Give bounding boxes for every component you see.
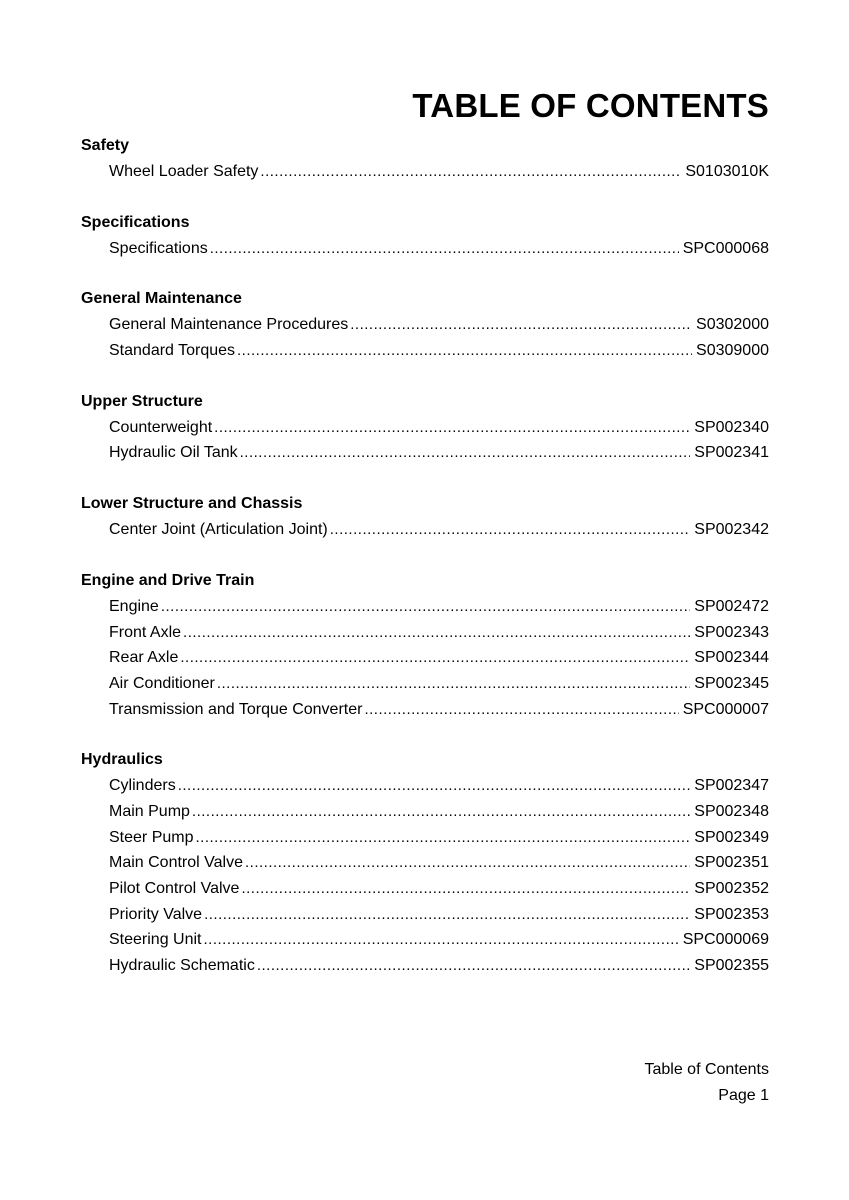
toc-entry[interactable] <box>81 159 769 185</box>
section-title: Hydraulics <box>81 751 163 769</box>
dot-leader <box>330 517 691 543</box>
toc-entry[interactable] <box>81 927 769 953</box>
entry-title: Steering Unit <box>109 931 202 949</box>
entry-title: Specifications <box>109 239 208 257</box>
dot-leader <box>245 850 690 876</box>
entry-title: Front Axle <box>109 623 182 641</box>
toc-entry[interactable] <box>81 902 769 928</box>
entry-code: SP002344 <box>694 649 769 667</box>
toc-entry[interactable] <box>81 236 769 262</box>
toc-section <box>81 491 769 543</box>
entry-code: SP002352 <box>694 880 769 897</box>
entry-title: Engine <box>109 597 159 615</box>
toc-entry[interactable] <box>81 850 769 876</box>
section-title: Lower Structure and Chassis <box>81 495 303 513</box>
dot-leader <box>183 620 690 646</box>
entry-code: SP002348 <box>694 802 769 820</box>
dot-leader <box>178 773 691 799</box>
section-title: General Maintenance <box>81 290 242 308</box>
dot-leader <box>195 825 690 851</box>
entry-code: SP002472 <box>694 597 769 615</box>
dot-leader <box>204 902 690 928</box>
page-title: TABLE OF CONTENTS <box>412 87 769 124</box>
entry-title: Hydraulic Oil Tank <box>109 444 238 462</box>
dot-leader <box>214 415 690 441</box>
dot-leader <box>257 953 690 979</box>
table-of-contents <box>81 133 769 1004</box>
toc-section <box>81 389 769 466</box>
dot-leader <box>204 927 679 953</box>
entry-code: SP002345 <box>694 674 769 692</box>
dot-leader <box>210 236 679 262</box>
entry-title: Center Joint (Articulation Joint) <box>109 521 328 539</box>
entry-code: S0309000 <box>696 342 769 360</box>
entry-code: SPC000068 <box>682 239 769 257</box>
entry-code: SP002355 <box>694 957 769 975</box>
entry-title: Steer Pump <box>109 828 194 846</box>
entry-code: SP002349 <box>694 828 769 846</box>
toc-entry[interactable] <box>81 620 769 646</box>
entry-title: General Maintenance Procedures <box>109 316 349 334</box>
entry-title: Cylinders <box>109 777 176 795</box>
toc-entry[interactable] <box>81 773 769 799</box>
entry-code: SP002347 <box>694 777 769 795</box>
entry-title: Priority Valve <box>109 905 203 923</box>
entry-title: Main Control Valve <box>109 854 243 872</box>
dot-leader <box>364 697 678 723</box>
entry-title: Rear Axle <box>109 649 179 667</box>
dot-leader <box>240 440 691 466</box>
dot-leader <box>350 312 692 338</box>
toc-section <box>81 210 769 262</box>
dot-leader <box>192 799 690 825</box>
entry-title: Counterweight <box>109 418 213 436</box>
dot-leader <box>161 594 690 620</box>
toc-section <box>81 747 769 979</box>
dot-leader <box>241 876 690 902</box>
footer-page-number: Page 1 <box>718 1087 769 1104</box>
dot-leader <box>237 338 692 364</box>
entry-code: S0103010K <box>685 163 769 180</box>
toc-entry[interactable] <box>81 645 769 671</box>
toc-section <box>81 286 769 363</box>
toc-entry[interactable] <box>81 415 769 441</box>
toc-entry[interactable] <box>81 671 769 697</box>
toc-entry[interactable] <box>81 517 769 543</box>
entry-title: Transmission and Torque Converter <box>109 700 363 718</box>
dot-leader <box>180 645 690 671</box>
entry-title: Standard Torques <box>109 342 236 360</box>
entry-code: SP002343 <box>694 623 769 641</box>
section-title: Engine and Drive Train <box>81 571 255 589</box>
toc-entry[interactable] <box>81 799 769 825</box>
toc-entry[interactable] <box>81 440 769 466</box>
entry-code: SP002353 <box>694 905 769 923</box>
dot-leader <box>260 159 681 185</box>
entry-code: SP002340 <box>694 418 769 436</box>
entry-code: SPC000007 <box>682 700 769 718</box>
entry-title: Pilot Control Valve <box>109 880 240 897</box>
toc-entry[interactable] <box>81 876 769 902</box>
section-title: Upper Structure <box>81 392 203 410</box>
toc-entry[interactable] <box>81 594 769 620</box>
footer-document-title: Table of Contents <box>644 1061 769 1078</box>
entry-code: SP002341 <box>694 444 769 462</box>
entry-title: Hydraulic Schematic <box>109 957 255 975</box>
section-title: Specifications <box>81 213 190 231</box>
toc-entry[interactable] <box>81 825 769 851</box>
toc-entry[interactable] <box>81 697 769 723</box>
entry-code: SP002351 <box>694 854 769 872</box>
toc-entry[interactable] <box>81 953 769 979</box>
toc-entry[interactable] <box>81 338 769 364</box>
toc-entry[interactable] <box>81 312 769 338</box>
section-title: Safety <box>81 137 130 154</box>
entry-title: Air Conditioner <box>109 674 215 692</box>
toc-section <box>81 568 769 722</box>
dot-leader <box>217 671 690 697</box>
entry-code: SPC000069 <box>682 931 769 949</box>
entry-code: SP002342 <box>694 521 769 539</box>
toc-section <box>81 133 769 185</box>
entry-title: Main Pump <box>109 802 190 820</box>
entry-title: Wheel Loader Safety <box>109 163 259 180</box>
entry-code: S0302000 <box>696 316 769 334</box>
